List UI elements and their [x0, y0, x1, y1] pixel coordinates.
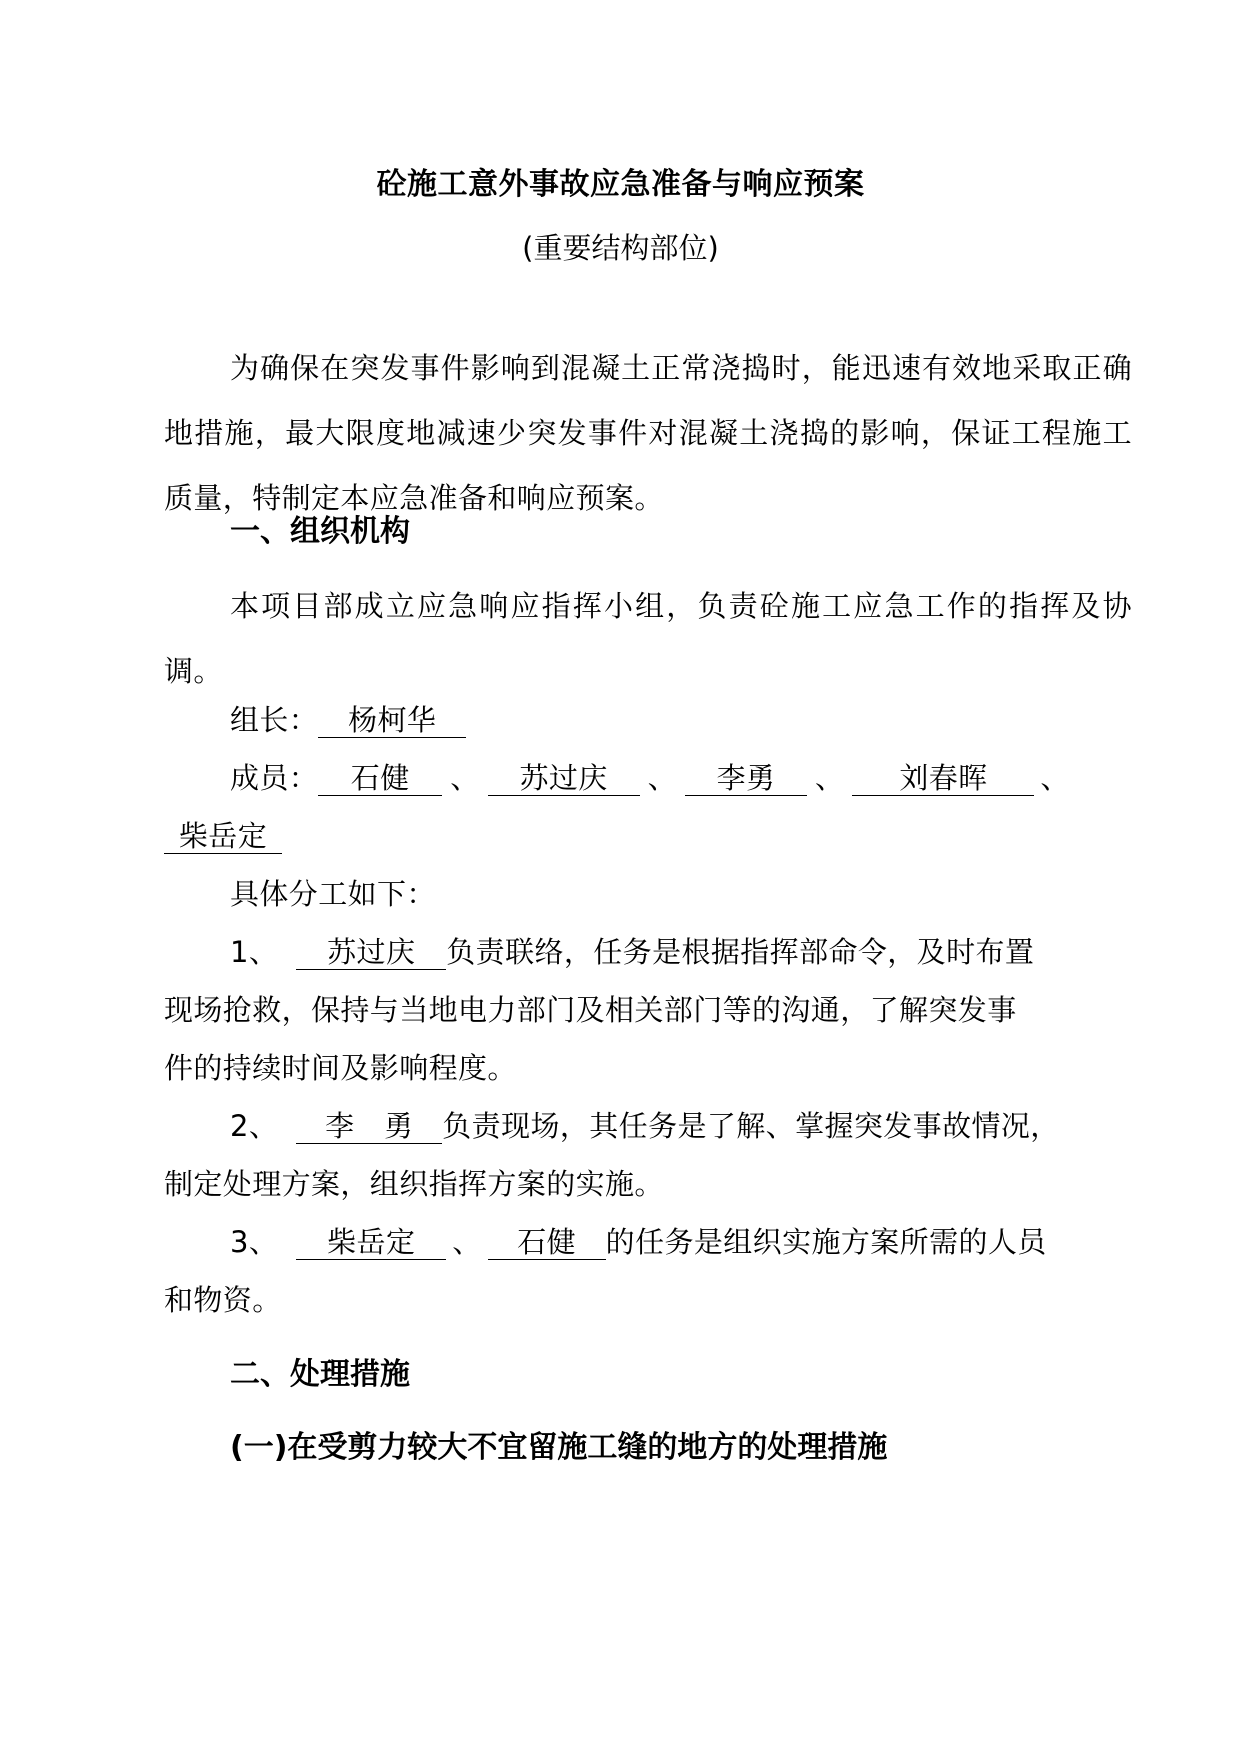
duty-1-text-line-3: 件的持续时间及影响程度。	[164, 1051, 517, 1085]
duty-3-line	[230, 1222, 1047, 1262]
member-name: 柴岳定	[164, 819, 282, 854]
section-heading-measures: 二、处理措施	[230, 1357, 410, 1392]
member-separator: 、	[450, 761, 480, 795]
member-separator: 、	[815, 761, 845, 795]
subsection-heading-1: (一)在受剪力较大不宜留施工缝的地方的处理措施	[230, 1430, 888, 1465]
duty-2-number: 2、	[230, 1109, 279, 1143]
duty-1-text: 负责联络，任务是根据指挥部命令，及时布置	[446, 935, 1035, 969]
leader-line	[230, 700, 466, 740]
member-name: 刘春晖	[852, 761, 1034, 796]
organization-paragraph: 本项目部成立应急响应指挥小组，负责砼施工应急工作的指挥及协调。	[164, 589, 1132, 688]
duty-3-number: 3、	[230, 1225, 279, 1259]
duty-2-name: 李 勇	[296, 1109, 442, 1144]
member-name: 李勇	[685, 761, 807, 796]
intro-paragraph: 为确保在突发事件影响到混凝土正常浇捣时，能迅速有效地采取正确地措施，最大限度地减速少突发事件对混凝土浇捣的影响，保证工程施工质量，特制定本应急准备和响应预案。	[164, 351, 1132, 515]
duty-3-separator: 、	[452, 1225, 482, 1259]
duty-1-number: 1、	[230, 935, 279, 969]
member-separator: 、	[647, 761, 678, 795]
duty-3-text-line-2: 和物资。	[164, 1283, 282, 1317]
duty-3-name-b: 石健	[488, 1225, 606, 1260]
duty-1-line	[230, 932, 1034, 972]
members-line	[230, 758, 1076, 798]
division-label: 具体分工如下：	[230, 877, 436, 911]
member-separator: 、	[1040, 761, 1070, 795]
duty-2-text: 负责现场，其任务是了解、掌握突发事故情况，	[442, 1109, 1060, 1143]
page-title: 砼施工意外事故应急准备与响应预案	[376, 167, 865, 202]
member-name: 苏过庆	[488, 761, 640, 796]
duty-1-text-line-2: 现场抢救，保持与当地电力部门及相关部门等的沟通，了解突发事	[164, 993, 1017, 1027]
duty-2-text-line-2: 制定处理方案，组织指挥方案的实施。	[164, 1167, 664, 1201]
leader-label: 组长：	[230, 703, 319, 737]
duty-3-name-a: 柴岳定	[296, 1225, 446, 1260]
member-name: 石健	[318, 761, 442, 796]
duty-2-line	[230, 1106, 1060, 1146]
section-heading-organization: 一、组织机构	[230, 514, 410, 549]
duty-1-name: 苏过庆	[296, 935, 446, 970]
leader-name: 杨柯华	[318, 703, 466, 738]
page-subtitle: (重要结构部位)	[522, 231, 719, 265]
duty-3-text: 的任务是组织实施方案所需的人员	[605, 1225, 1047, 1259]
members-label: 成员：	[230, 761, 319, 795]
members-line-continued	[164, 816, 282, 856]
